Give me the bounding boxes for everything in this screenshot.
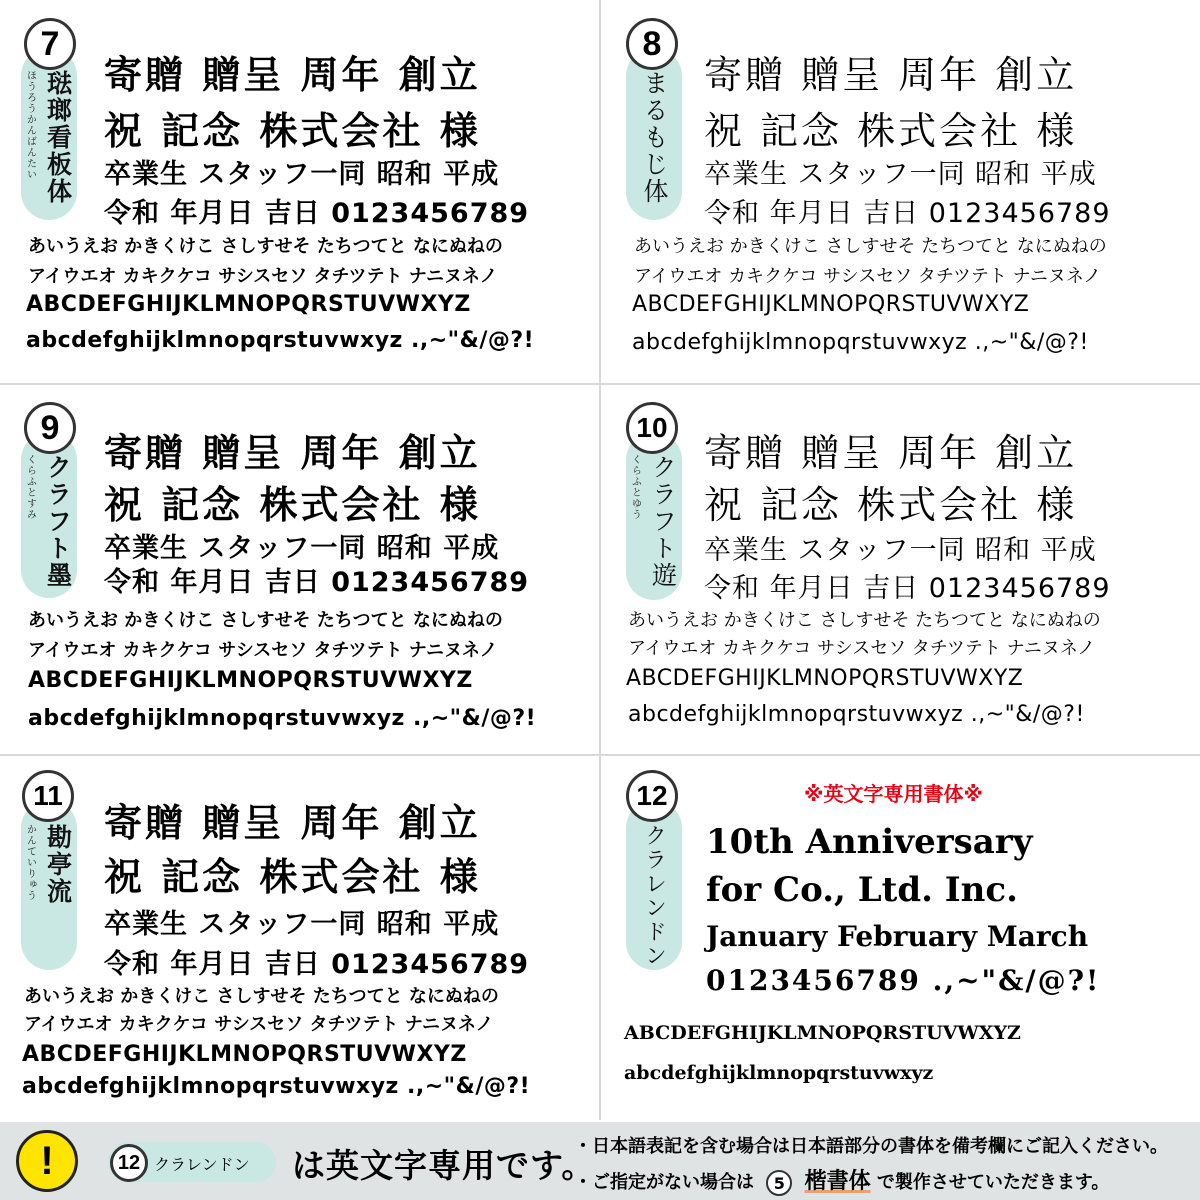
font-name: クラフト墨 bbox=[43, 454, 73, 589]
font-name: クラレンドン bbox=[641, 824, 667, 968]
sample-line: ABCDEFGHIJKLMNOPQRSTUVWXYZ bbox=[624, 1022, 1021, 1044]
font-name: 琺瑯看板体 bbox=[43, 70, 73, 205]
vertical-divider bbox=[599, 0, 601, 1120]
sample-line: あいうえお かきくけこ さしすせそ たちつてと なにぬねの bbox=[28, 236, 503, 257]
sample-line: 卒業生 スタッフ一同 昭和 平成 bbox=[104, 909, 500, 940]
sample-line: 0123456789 .,~"&/@?! bbox=[706, 964, 1101, 997]
font-number-badge: 12 bbox=[110, 1144, 148, 1182]
sample-line: アイウエオ カキクケコ サシスセソ タチツテト ナニヌネノ bbox=[24, 1014, 494, 1035]
sample-line: あいうえお かきくけこ さしすせそ たちつてと なにぬねの bbox=[28, 610, 503, 631]
sample-line: abcdefghijklmnopqrstuvwxyz bbox=[624, 1062, 934, 1084]
sample-line: 寄贈 贈呈 周年 創立 bbox=[704, 431, 1078, 475]
sample-line: アイウエオ カキクケコ サシスセソ タチツテト ナニヌネノ bbox=[28, 266, 498, 287]
font-name-label bbox=[21, 800, 77, 970]
font-reading: かんていりゅう bbox=[24, 824, 36, 901]
font-number-badge: 8 bbox=[626, 18, 678, 70]
font-reading: くらふとすみ bbox=[24, 454, 36, 520]
sample-line: 令和 年月日 吉日 0123456789 bbox=[104, 567, 530, 598]
font-name: クラレンドン bbox=[154, 1155, 250, 1174]
sample-line: 祝 記念 株式会社 様 bbox=[104, 483, 481, 527]
sample-line: abcdefghijklmnopqrstuvwxyz .,~"&/@?! bbox=[632, 330, 1089, 355]
font-sample-9[interactable] bbox=[0, 390, 590, 760]
sample-line: 卒業生 スタッフ一同 昭和 平成 bbox=[104, 159, 500, 190]
font-reading: ほうろうかんばんたい bbox=[24, 70, 36, 180]
default-font-name: 楷書体 bbox=[804, 1169, 871, 1194]
sample-line: ABCDEFGHIJKLMNOPQRSTUVWXYZ bbox=[632, 292, 1030, 317]
sample-line: abcdefghijklmnopqrstuvwxyz .,~"&/@?! bbox=[26, 328, 535, 353]
font-sample-12[interactable] bbox=[604, 762, 1194, 1132]
sample-line: ABCDEFGHIJKLMNOPQRSTUVWXYZ bbox=[28, 668, 473, 693]
sample-line: for Co., Ltd. Inc. bbox=[706, 870, 1018, 910]
note-prefix: ・ご指定がない場合は bbox=[574, 1172, 754, 1193]
english-only-note: ※英文字専用書体※ bbox=[804, 782, 983, 806]
warning-icon: ! bbox=[16, 1130, 78, 1192]
footer-notice bbox=[0, 1122, 1200, 1200]
sample-line: abcdefghijklmnopqrstuvwxyz .,~"&/@?! bbox=[628, 702, 1085, 727]
font-name-label bbox=[21, 48, 77, 220]
font-sample-11[interactable] bbox=[0, 762, 590, 1132]
font-name: クラフト遊 bbox=[648, 454, 678, 589]
font-number-badge: 12 bbox=[626, 770, 678, 822]
font-number-badge: 11 bbox=[22, 770, 74, 822]
sample-line: 祝 記念 株式会社 様 bbox=[704, 109, 1078, 153]
font-name: 勘亭流 bbox=[43, 824, 73, 905]
default-font-number: 5 bbox=[766, 1170, 792, 1196]
font-sample-10[interactable] bbox=[604, 390, 1194, 760]
sample-line: アイウエオ カキクケコ サシスセソ タチツテト ナニヌネノ bbox=[28, 640, 498, 661]
sample-line: abcdefghijklmnopqrstuvwxyz .,~"&/@?! bbox=[28, 706, 537, 731]
sample-line: 祝 記念 株式会社 様 bbox=[104, 109, 481, 153]
sample-line: 寄贈 贈呈 周年 創立 bbox=[704, 53, 1078, 97]
sample-line: 令和 年月日 吉日 0123456789 bbox=[104, 198, 530, 229]
japanese-font-note: ・日本語表記を含む場合は日本語部分の書体を備考欄にご記入ください。 bbox=[574, 1136, 1168, 1157]
font-sample-7[interactable] bbox=[0, 0, 590, 370]
font-number-badge: 9 bbox=[24, 402, 76, 454]
sample-line: 卒業生 スタッフ一同 昭和 平成 bbox=[704, 535, 1097, 566]
sample-line: あいうえお かきくけこ さしすせそ たちつてと なにぬねの bbox=[634, 236, 1107, 257]
sample-line: アイウエオ カキクケコ サシスセソ タチツテト ナニヌネノ bbox=[628, 638, 1096, 659]
font-name-label bbox=[626, 432, 682, 600]
sample-line: 令和 年月日 吉日 0123456789 bbox=[704, 198, 1111, 229]
sample-line: 祝 記念 株式会社 様 bbox=[704, 483, 1078, 527]
sample-line: アイウエオ カキクケコ サシスセソ タチツテト ナニヌネノ bbox=[634, 266, 1102, 287]
font-name-label bbox=[21, 432, 77, 598]
sample-line: 卒業生 スタッフ一同 昭和 平成 bbox=[104, 533, 500, 564]
sample-line: あいうえお かきくけこ さしすせそ たちつてと なにぬねの bbox=[24, 986, 499, 1007]
default-font-note bbox=[574, 1164, 1109, 1196]
sample-line: 令和 年月日 吉日 0123456789 bbox=[104, 949, 530, 980]
sample-line: 卒業生 スタッフ一同 昭和 平成 bbox=[704, 159, 1097, 190]
font-number-badge: 7 bbox=[24, 18, 76, 70]
font-name: まるもじ体 bbox=[640, 70, 669, 205]
sample-line: abcdefghijklmnopqrstuvwxyz .,~"&/@?! bbox=[22, 1074, 531, 1099]
font-number-badge: 10 bbox=[626, 402, 678, 454]
note-suffix: で製作させていただきます。 bbox=[876, 1172, 1110, 1193]
font-name-label bbox=[626, 800, 682, 970]
sample-line: ABCDEFGHIJKLMNOPQRSTUVWXYZ bbox=[26, 292, 471, 317]
sample-line: ABCDEFGHIJKLMNOPQRSTUVWXYZ bbox=[626, 666, 1024, 691]
sample-line: あいうえお かきくけこ さしすせそ たちつてと なにぬねの bbox=[628, 610, 1101, 631]
sample-line: 寄贈 贈呈 周年 創立 bbox=[104, 801, 481, 845]
sample-line: 寄贈 贈呈 周年 創立 bbox=[104, 53, 481, 97]
english-only-message: は英文字専用です。 bbox=[292, 1146, 596, 1185]
font-reading: くらふとゆう bbox=[629, 454, 641, 520]
sample-line: ABCDEFGHIJKLMNOPQRSTUVWXYZ bbox=[22, 1042, 467, 1067]
sample-line: January February March bbox=[706, 920, 1089, 953]
horizontal-divider bbox=[0, 383, 1200, 385]
sample-line: 令和 年月日 吉日 0123456789 bbox=[704, 573, 1111, 604]
font-name-label bbox=[626, 48, 682, 220]
sample-line: 祝 記念 株式会社 様 bbox=[104, 855, 481, 899]
sample-line: 10th Anniversary bbox=[706, 822, 1033, 862]
font-sample-8[interactable] bbox=[604, 0, 1194, 370]
sample-line: 寄贈 贈呈 周年 創立 bbox=[104, 431, 481, 475]
